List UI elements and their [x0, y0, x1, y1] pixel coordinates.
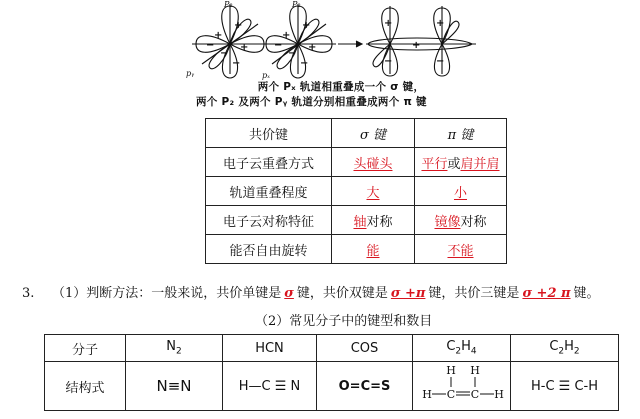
answer-text: 镜像 [434, 214, 461, 230]
figure-caption-line2: 两个 P₂ 及两个 Pᵧ 轨道分别相重叠成两个 π 键 [196, 96, 427, 108]
header-cell: $N_2$ [126, 335, 223, 362]
header-cell: COS [317, 335, 413, 362]
svg-text:+: + [240, 42, 249, 53]
svg-text:C: C [470, 388, 479, 401]
answer-text: 能 [366, 243, 380, 259]
c2h2-structure: H-C ☰ C-H [511, 362, 619, 411]
static-text: 对称 [460, 214, 487, 230]
question-text: 键，共价双键是 [296, 286, 388, 301]
header-cell: π 键 [415, 119, 507, 148]
table-row [206, 119, 507, 148]
answer-fill-double: σ +π [390, 286, 426, 301]
px-label: pₓ [262, 71, 270, 80]
header-cell: 共价键 [206, 119, 332, 148]
sigma-cell [332, 148, 415, 177]
row-label: 轨道重叠程度 [206, 177, 332, 206]
answer-text: 大 [366, 185, 380, 201]
svg-text:C: C [446, 388, 455, 401]
svg-text:+: + [282, 30, 291, 41]
table-row [45, 335, 619, 362]
sigma-cell [332, 235, 415, 264]
pi-cell [415, 177, 507, 206]
header-cell: $C_2H_2$ [511, 335, 619, 362]
table-row [206, 206, 507, 235]
svg-text:H: H [493, 388, 504, 401]
table-row [206, 177, 507, 206]
cos-structure: O=C=S [317, 362, 413, 411]
row-label: 结构式 [45, 362, 126, 411]
static-text: 对称 [366, 214, 393, 230]
answer-text: 小 [453, 185, 467, 201]
header-cell: HCN [223, 335, 317, 362]
figure-caption-line1: 两个 Pₓ 轨道相重叠成一个 σ 键， [257, 81, 425, 93]
svg-text:−: − [206, 40, 215, 51]
row-label: 电子云对称特征 [206, 206, 332, 235]
row-label: 电子云重叠方式 [206, 148, 332, 177]
svg-text:+: + [214, 30, 223, 41]
header-cell: 分子 [45, 335, 126, 362]
svg-text:H: H [469, 364, 480, 377]
svg-text:H: H [421, 388, 432, 401]
table-row [206, 235, 507, 264]
question-3-line [22, 282, 600, 301]
svg-text:−: − [288, 48, 297, 59]
answer-text: 不能 [447, 243, 474, 259]
header-cell: σ 键 [332, 119, 415, 148]
question-text: 键，共价三键是 [428, 286, 520, 301]
subquestion-2: （2）常见分子中的键型和数目 [255, 314, 433, 329]
svg-text:−: − [384, 56, 393, 67]
row-label: 能否自由旋转 [206, 235, 332, 264]
svg-text:−: − [436, 56, 445, 67]
question-text: 键。 [573, 286, 600, 301]
n2-structure: N≡N [126, 362, 223, 411]
pi-cell [415, 148, 507, 177]
question-number: 3. [22, 286, 35, 301]
sigma-cell [332, 206, 415, 235]
svg-text:−: − [232, 58, 241, 69]
svg-text:−: − [274, 40, 283, 51]
connector-text: 或 [447, 156, 461, 172]
c2h4-structure [413, 362, 511, 411]
answer-text: 轴 [353, 214, 367, 230]
ethylene-structure-diagram [417, 364, 507, 408]
svg-text:H: H [445, 364, 456, 377]
hcn-structure: H—C ☰ N [223, 362, 317, 411]
pz-label-right: P₂ [292, 0, 301, 9]
answer-text: 平行 [421, 156, 448, 172]
svg-text:+: + [302, 20, 311, 31]
table-row [206, 148, 507, 177]
answer-fill-single: σ [284, 286, 294, 301]
svg-text:+: + [308, 42, 317, 53]
pi-cell [415, 235, 507, 264]
molecule-table [44, 334, 619, 411]
left-atom-orbitals [192, 4, 268, 78]
svg-text:+: + [436, 18, 445, 29]
overlapped-orbitals [366, 6, 476, 76]
pz-label-left: P₂ [224, 0, 233, 9]
svg-text:+: + [384, 18, 393, 29]
py-label: pᵧ [186, 69, 195, 78]
question-text: （1）判断方法：一般来说，共价单键是 [52, 286, 282, 301]
sigma-cell [332, 177, 415, 206]
pi-cell [415, 206, 507, 235]
answer-text: 头碰头 [353, 156, 393, 172]
answer-fill-triple: σ +2 π [522, 286, 571, 301]
svg-text:+: + [234, 20, 243, 31]
answer-text: 肩并肩 [460, 156, 500, 172]
header-cell: $C_2H_4$ [413, 335, 511, 362]
bond-comparison-table [205, 118, 507, 264]
svg-text:−: − [300, 58, 309, 69]
table-row [45, 362, 619, 411]
svg-text:−: − [220, 48, 229, 59]
svg-text:+: + [412, 40, 421, 51]
